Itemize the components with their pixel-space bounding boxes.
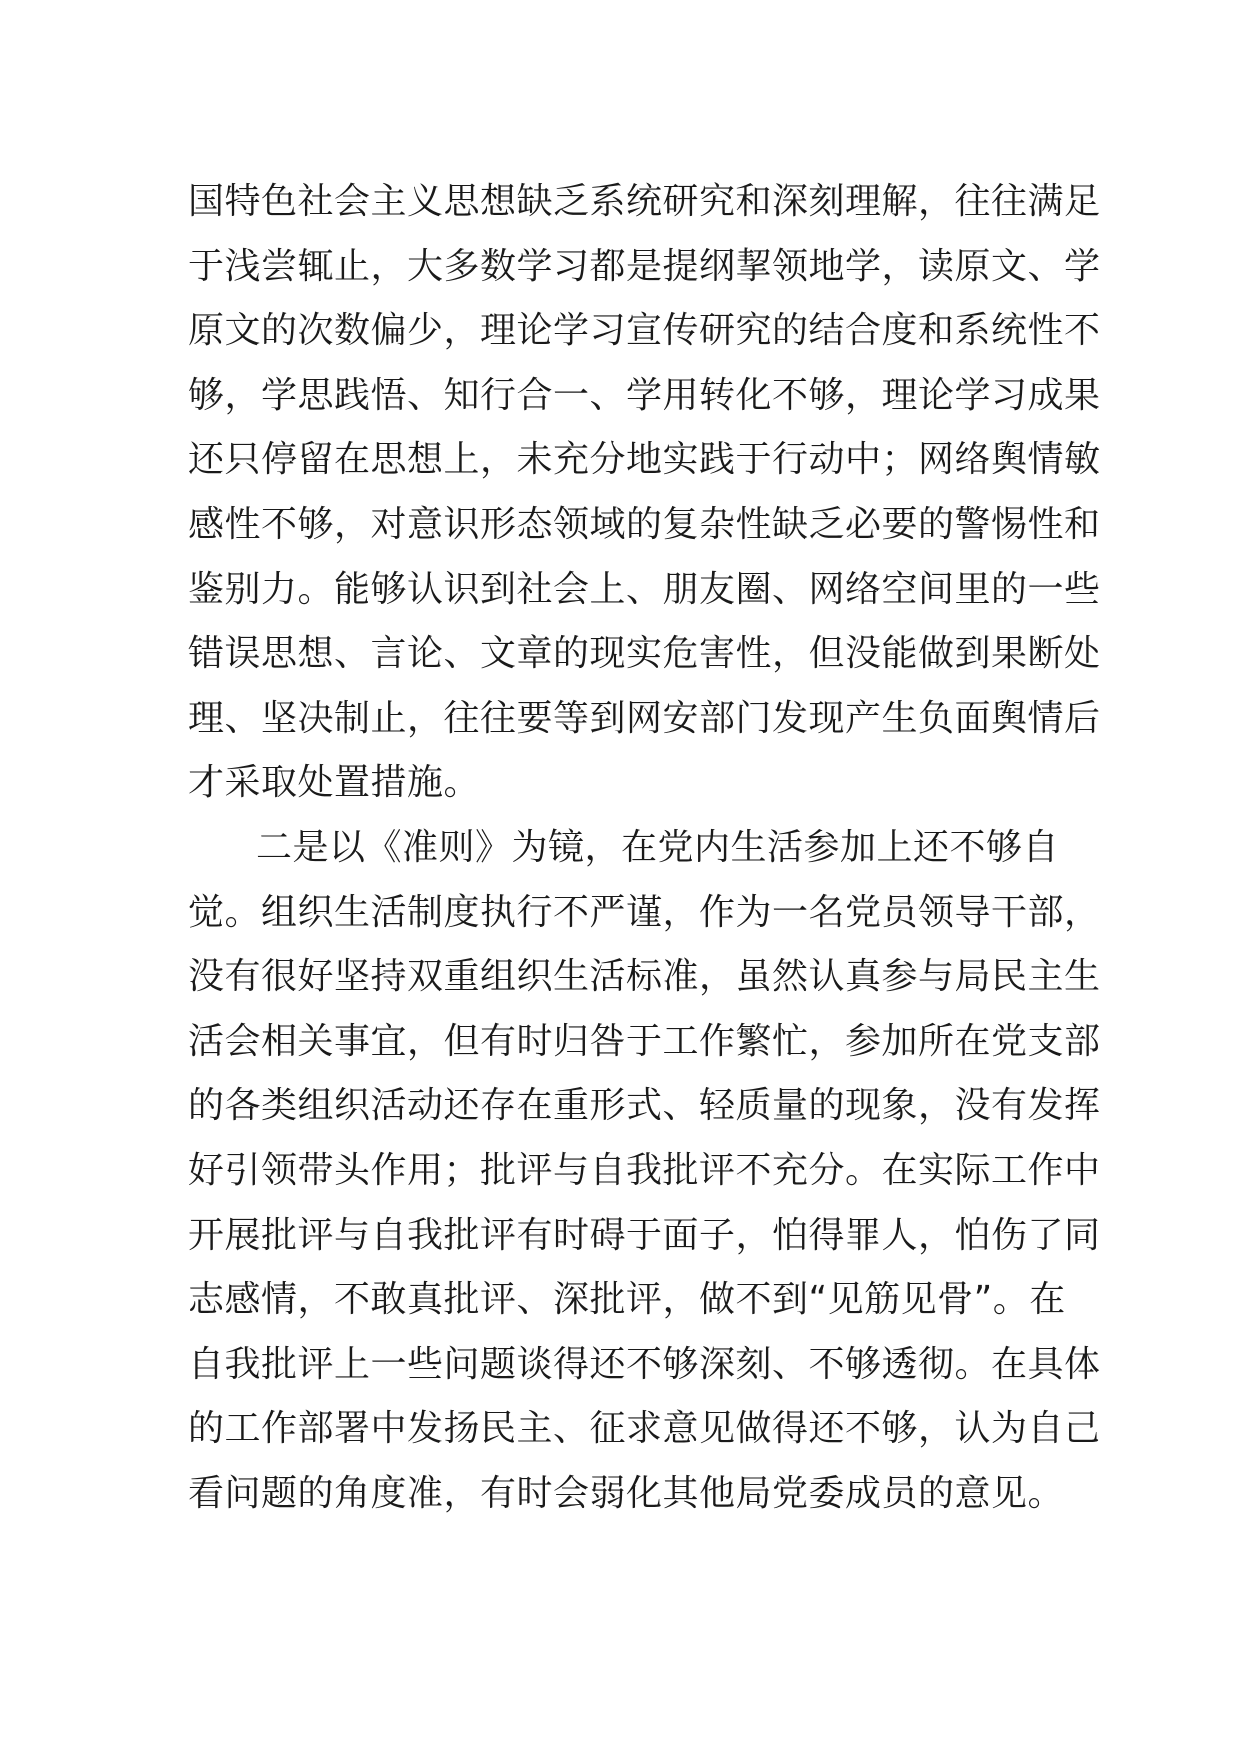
paragraph-1 bbox=[188, 170, 1101, 816]
paragraph-2 bbox=[188, 816, 1101, 1527]
text-line: 错误思想、言论、文章的现实危害性，但没能做到果断处 bbox=[188, 633, 1101, 675]
text-line: 觉。组织生活制度执行不严谨，作为一名党员领导干部， bbox=[188, 891, 1101, 933]
text-line: 没有很好坚持双重组织生活标准，虽然认真参与局民主生 bbox=[188, 956, 1101, 998]
text-line: 原文的次数偏少，理论学习宣传研究的结合度和系统性不 bbox=[188, 310, 1101, 352]
text-line: 志感情，不敢真批评、深批评，做不到“见筋见骨”。在 bbox=[188, 1279, 1066, 1321]
text-line: 自我批评上一些问题谈得还不够深刻、不够透彻。在具体 bbox=[188, 1343, 1101, 1385]
text-line: 的工作部署中发扬民主、征求意见做得还不够，认为自己 bbox=[188, 1408, 1101, 1450]
text-line: 感性不够，对意识形态领域的复杂性缺乏必要的警惕性和 bbox=[188, 503, 1101, 545]
text-line-indented: 二是以《准则》为镜，在党内生活参加上还不够自 bbox=[256, 826, 1060, 868]
text-line: 活会相关事宜，但有时归咎于工作繁忙，参加所在党支部 bbox=[188, 1020, 1101, 1062]
text-line: 理、坚决制止，往往要等到网安部门发现产生负面舆情后 bbox=[188, 697, 1101, 739]
text-line: 国特色社会主义思想缺乏系统研究和深刻理解，往往满足 bbox=[188, 181, 1101, 222]
text-line: 的各类组织活动还存在重形式、轻质量的现象，没有发挥 bbox=[188, 1085, 1101, 1127]
text-line: 还只停留在思想上，未充分地实践于行动中；网络舆情敏 bbox=[188, 439, 1101, 481]
text-line: 于浅尝辄止，大多数学习都是提纲挈领地学，读原文、学 bbox=[188, 245, 1101, 287]
text-line: 看问题的角度准，有时会弱化其他局党委成员的意见。 bbox=[188, 1472, 1065, 1514]
text-line: 够，学思践悟、知行合一、学用转化不够，理论学习成果 bbox=[188, 374, 1101, 416]
document-body bbox=[188, 170, 1101, 1526]
text-line: 开展批评与自我批评有时碍于面子，怕得罪人，怕伤了同 bbox=[188, 1214, 1101, 1256]
text-line: 鉴别力。能够认识到社会上、朋友圈、网络空间里的一些 bbox=[188, 568, 1101, 610]
text-line: 才采取处置措施。 bbox=[188, 762, 481, 804]
text-line: 好引领带头作用；批评与自我批评不充分。在实际工作中 bbox=[188, 1149, 1101, 1191]
